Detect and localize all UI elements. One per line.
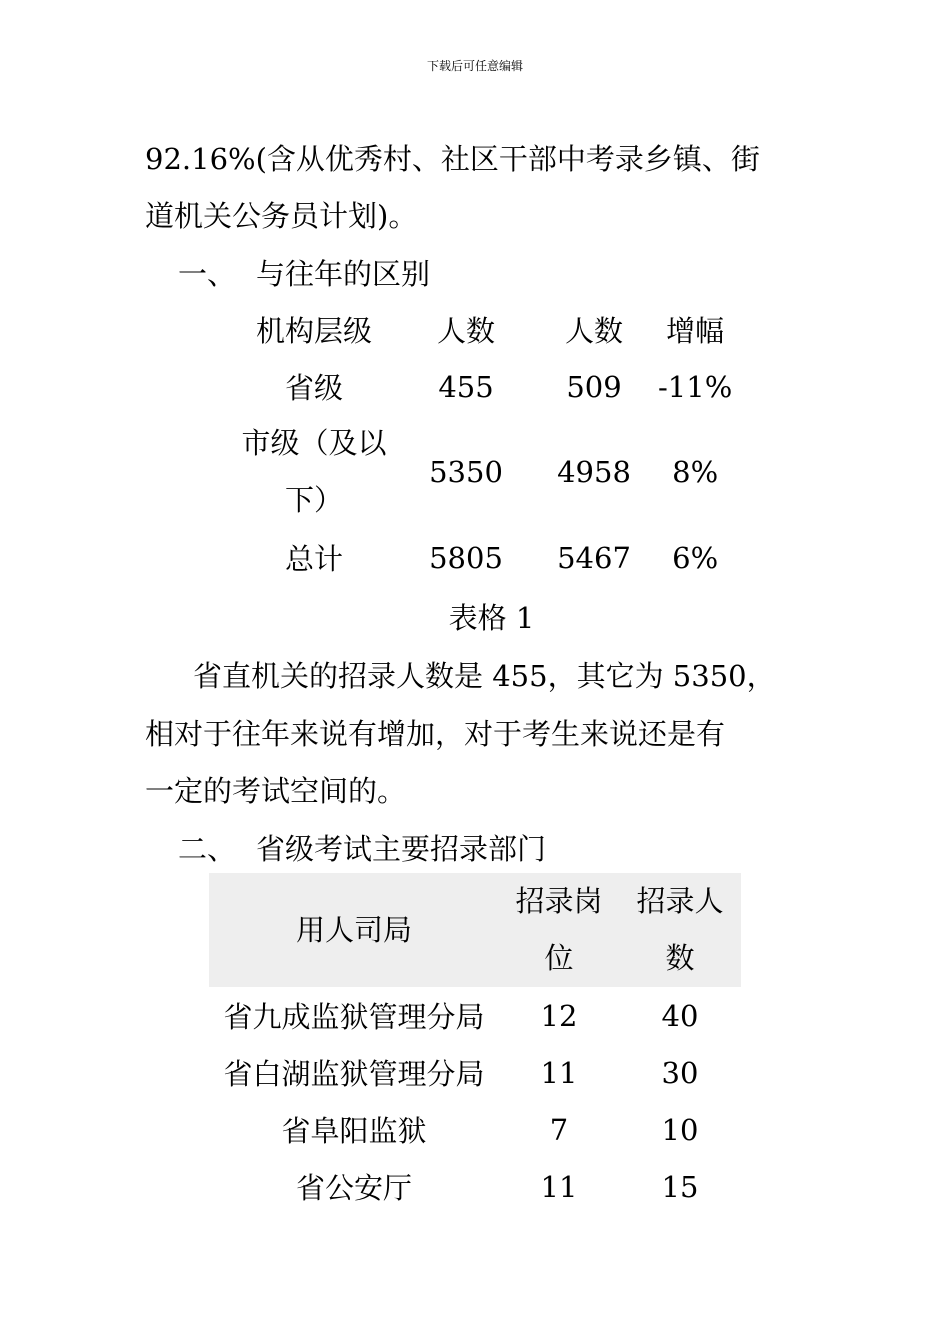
section-heading-2 [178,829,546,869]
table-cell: 509 [566,369,622,404]
section-number: 二、 [178,832,237,866]
table-row [226,415,732,529]
table-cell: 10 [661,1112,699,1147]
table-cell: 6% [672,540,719,575]
table-cell: 省白湖监狱管理分局 [223,1057,485,1091]
cell-line: 市级（及以 [241,426,387,460]
table-cell: 5350 [429,455,503,489]
table-header-row [209,873,741,987]
paragraph-line-2: 相对于往年来说有增加，对于考生来说还是有 [145,717,726,751]
table-header-row [226,301,732,358]
table-cell: 8% [672,455,719,489]
cell-line: 位 [544,941,574,975]
paragraph-line-1: 省直机关的招录人数是 455，其它为 5350， [193,659,776,693]
header-cell: 增幅 [666,314,725,348]
cell-line: 下） [284,483,343,517]
cell-line: 招录人 [636,884,724,918]
table-cell: 455 [438,369,494,404]
section-heading-1 [178,254,430,294]
intro-line-1: 92.16%(含从优秀村、社区干部中考录乡镇、街 [145,142,760,176]
table-cell: 15 [661,1169,699,1204]
paragraph-line-3: 一定的考试空间的。 [145,774,407,808]
table-row [226,529,732,586]
table-cell: 7 [549,1112,569,1147]
table-cell: 省级 [284,371,343,405]
header-cell [499,873,619,987]
table-row [226,358,732,415]
section-title: 与往年的区别 [256,257,431,291]
intro-line-2: 道机关公务员计划)。 [145,199,418,233]
header-cell: 机构层级 [255,314,372,348]
table-row [209,1101,741,1158]
table-row [209,987,741,1044]
table-cell: 省阜阳监狱 [281,1114,427,1148]
table-cell: 11 [540,1055,578,1090]
table-cell: -11% [658,369,733,404]
table-row [209,1158,741,1215]
table-cell: 省九成监狱管理分局 [223,1000,485,1034]
section-title: 省级考试主要招录部门 [256,832,547,866]
table-cell: 总计 [284,542,343,576]
table-cell: 12 [540,998,578,1033]
table-cell: 30 [661,1055,699,1090]
table-cell: 11 [540,1169,578,1204]
table-cell [226,415,402,529]
table-caption: 表格 1 [448,601,535,635]
cell-line: 数 [665,941,695,975]
cell-line: 招录岗 [515,884,603,918]
table-cell: 5805 [429,540,503,575]
table-row [209,1044,741,1101]
table-cell: 5467 [557,540,631,575]
table-cell: 40 [661,998,699,1033]
section-number: 一、 [178,257,237,291]
recruitment-table [209,873,741,1215]
table-cell: 省公安厅 [295,1171,412,1205]
header-cell: 人数 [564,314,623,348]
comparison-table [226,301,732,586]
header-cell [619,873,741,987]
page-header: 下载后可任意编辑 [426,59,523,73]
header-cell: 用人司局 [209,873,499,987]
header-cell: 人数 [436,314,495,348]
table-cell: 4958 [557,455,631,489]
